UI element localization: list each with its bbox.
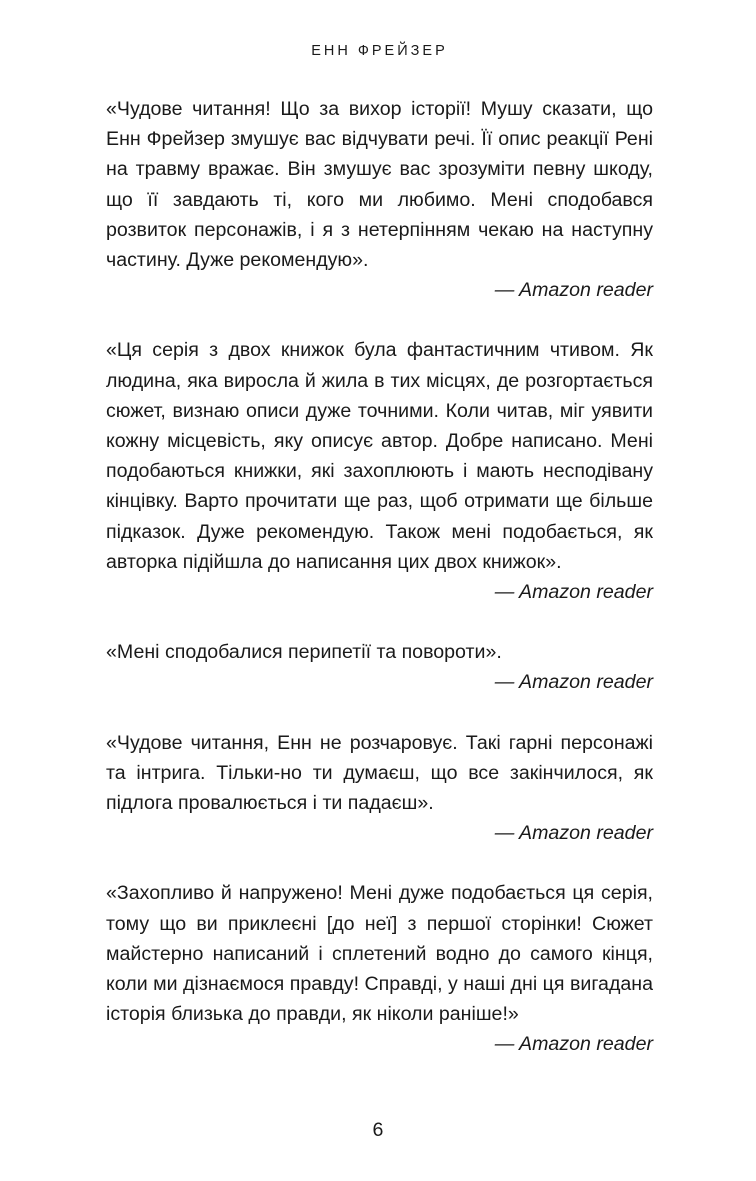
- quote-attribution: — Amazon reader: [494, 581, 653, 604]
- quote-text: «Ця серія з двох книжок була фантастичним чтивом. Як людина, яка виросла й жила в тих місцях, де розгортається сюжет, визнаю описи дуже точними. Коли читав, міг уявити кожну місцевість, яку описує автор. Добре написано. Мені подобаються книжки, які захоплюють і мають несподівану кінцівку. Варто прочитати ще раз, щоб отримати ще більше підказок. Дуже рекомендую. Також мені подобається, як авторка підійшла до написання цих двох книжок».: [106, 339, 653, 573]
- quote-block-1: [106, 94, 653, 305]
- quote-text: «Захопливо й напружено! Мені дуже подобається ця серія, тому що ви приклеєні [до неї] з першої сторінки! Сюжет майстерно написаний і сплетений водно до самого кінця, коли ми дізнаємося правду! Справді, у наші дні ця вигадана історія близька до правди, як ніколи раніше!»: [106, 882, 653, 1026]
- quote-text: «Мені сподобалися перипетії та повороти».: [106, 641, 502, 664]
- quote-block-5: [106, 878, 653, 1059]
- quote-text: «Чудове читання! Що за вихор історії! Мушу сказати, що Енн Фрейзер змушує вас відчувати речі. Її опис реакції Рені на травму вражає. Він змушує вас зрозуміти певну шкоду, що її завдають ті, кого ми любимо. Мені сподобався розвиток персонажів, і я з нетерпінням чекаю на наступну частину. Дуже рекомендую».: [106, 98, 653, 272]
- running-head: ЕНН ФРЕЙЗЕР: [311, 43, 448, 59]
- quote-attribution: — Amazon reader: [494, 671, 653, 694]
- page-number: 6: [372, 1119, 384, 1141]
- text-column: [106, 94, 653, 1060]
- quote-block-4: [106, 728, 653, 849]
- quote-block-2: [106, 335, 653, 607]
- quote-text: «Чудове читання, Енн не розчаровує. Такі гарні персонажі та інтрига. Тільки-но ти думаєш, що все закінчилося, як підлога провалюється і ти падаєш».: [106, 731, 653, 815]
- quote-attribution: — Amazon reader: [494, 822, 653, 845]
- quote-block-3: [106, 637, 653, 697]
- quote-attribution: — Amazon reader: [494, 279, 653, 302]
- quote-attribution: — Amazon reader: [494, 1033, 653, 1056]
